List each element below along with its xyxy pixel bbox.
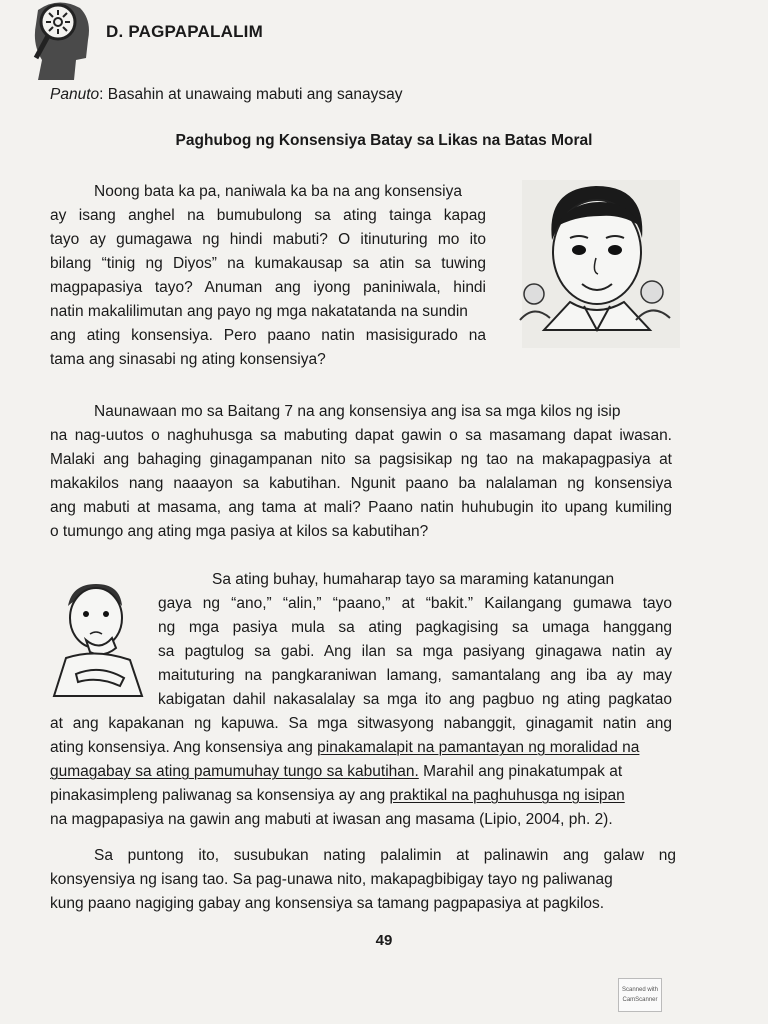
underlined-phrase: gumagabay sa ating pamumuhay tungo sa kabutihan. — [50, 763, 419, 780]
essay-title: Paghubog ng Konsensiya Batay sa Likas na Batas Moral — [175, 132, 593, 149]
text-line: Sa ating buhay, humaharap tayo sa maraming katanungan — [212, 571, 615, 588]
text-line: na nag-uutos o naghuhusga sa mabuting dapat gawin o sa masamang dapat iwasan. — [50, 427, 672, 444]
text-line: natin makalilimutan ang payo ng mga nakatatanda na sundin — [50, 303, 468, 320]
text-line: kabigatan dahil nakasalalay sa mga ito ang pagbuo ng ating pagkatao — [158, 691, 672, 708]
underlined-phrase: praktikal na paghuhusga ng isipan — [389, 787, 625, 804]
text-line: maituturing na pangkaraniwan lamang, samantalang ang iba ay may — [158, 667, 672, 684]
text-segment: ating konsensiya. Ang konsensiya ang — [50, 739, 318, 756]
instruction-label: Panuto — [50, 86, 100, 103]
text-line: ng mga pasiya mula sa ating pagkagising sa umaga hanggang — [158, 619, 672, 636]
text-line: Naunawaan mo sa Baitang 7 na ang konsensiya ang isa sa mga kilos ng isip — [94, 403, 621, 420]
paragraph-1 — [50, 180, 486, 372]
scanner-line-1: Scanned with — [621, 987, 659, 993]
text-line: kung paano nagiging gabay ang konsensiya sa tamang pagpapasiya at pagkilos. — [50, 895, 605, 912]
text-line: at ang kapakanan ng kapuwa. Sa mga sitwasyong nabanggit, ginagamit natin ang — [50, 715, 672, 732]
text-line: Sa puntong ito, susubukan nating palalimin at palinawin ang galaw ng — [94, 847, 676, 864]
text-line: o tumungo ang ating mga pasiya at kilos sa kabutihan? — [50, 523, 429, 540]
section-title: D. PAGPAPALALIM — [106, 22, 263, 41]
text-line: tama ang sinasabi ng ating konsensiya? — [50, 351, 326, 368]
text-line: konsyensiya ng isang tao. Sa pag-unawa nito, makapagbibigay tayo ng paliwanag — [50, 871, 613, 888]
text-line: magpapasiya tayo? Anuman ang iyong paniniwala, hindi — [50, 279, 486, 296]
text-line: na magpapasiya na gawin ang mabuti at iwasan ang masama (Lipio, 2004, ph. 2). — [50, 811, 613, 828]
text-line — [50, 736, 672, 760]
page-number: 49 — [375, 932, 393, 949]
magnifier-head-icon — [28, 0, 98, 84]
text-line: ang ating konsensiya. Pero paano natin masisigurado na — [50, 327, 486, 344]
text-line: sa pagtulog sa gabi. Ang ilan sa mga pasiyang ginagawa natin ay — [158, 643, 672, 660]
text-line — [50, 784, 672, 808]
text-line: makakilos nang naaayon sa kabutihan. Ngunit paano ba nalalaman ng konsensiya — [50, 475, 672, 492]
smiling-boy-illustration — [500, 180, 680, 350]
underlined-phrase: pinakamalapit na pamantayan ng moralidad na — [317, 739, 640, 756]
text-line: tayo ay gumagawa ng hindi mabuti? O itinuturing mo ito — [50, 231, 486, 248]
instruction — [50, 86, 402, 104]
text-line: Noong bata ka pa, naniwala ka ba na ang konsensiya — [94, 183, 462, 200]
text-line: ay isang anghel na bumubulong sa ating tainga kapag — [50, 207, 486, 224]
instruction-text: : Basahin at unawaing mabuti ang sanaysay — [99, 86, 403, 103]
text-segment: Marahil ang pinakatumpak at — [418, 763, 623, 780]
paragraph-2 — [50, 400, 672, 544]
text-line — [50, 760, 672, 784]
text-line: Malaki ang bahaging ginagampanan nito sa pagsisikap ng tao na makapagpasiya at — [50, 451, 672, 468]
text-line: gaya ng “ano,” “alin,” “paano,” at “bakit.” Kailangang gumawa tayo — [158, 595, 672, 612]
text-line: ang mabuti at masama, ang tama at mali? Paano natin huhubugin ito upang kumiling — [50, 499, 672, 516]
text-segment: pinakasimpleng paliwanag sa konsensiya ay ang — [50, 787, 390, 804]
paragraph-3 — [50, 568, 672, 832]
scanner-watermark — [618, 978, 662, 1012]
text-line: bilang “tinig ng Diyos” na kumakausap sa atin sa tuwing — [50, 255, 486, 272]
scanner-line-2: CamScanner — [622, 997, 658, 1003]
paragraph-4 — [50, 844, 676, 916]
